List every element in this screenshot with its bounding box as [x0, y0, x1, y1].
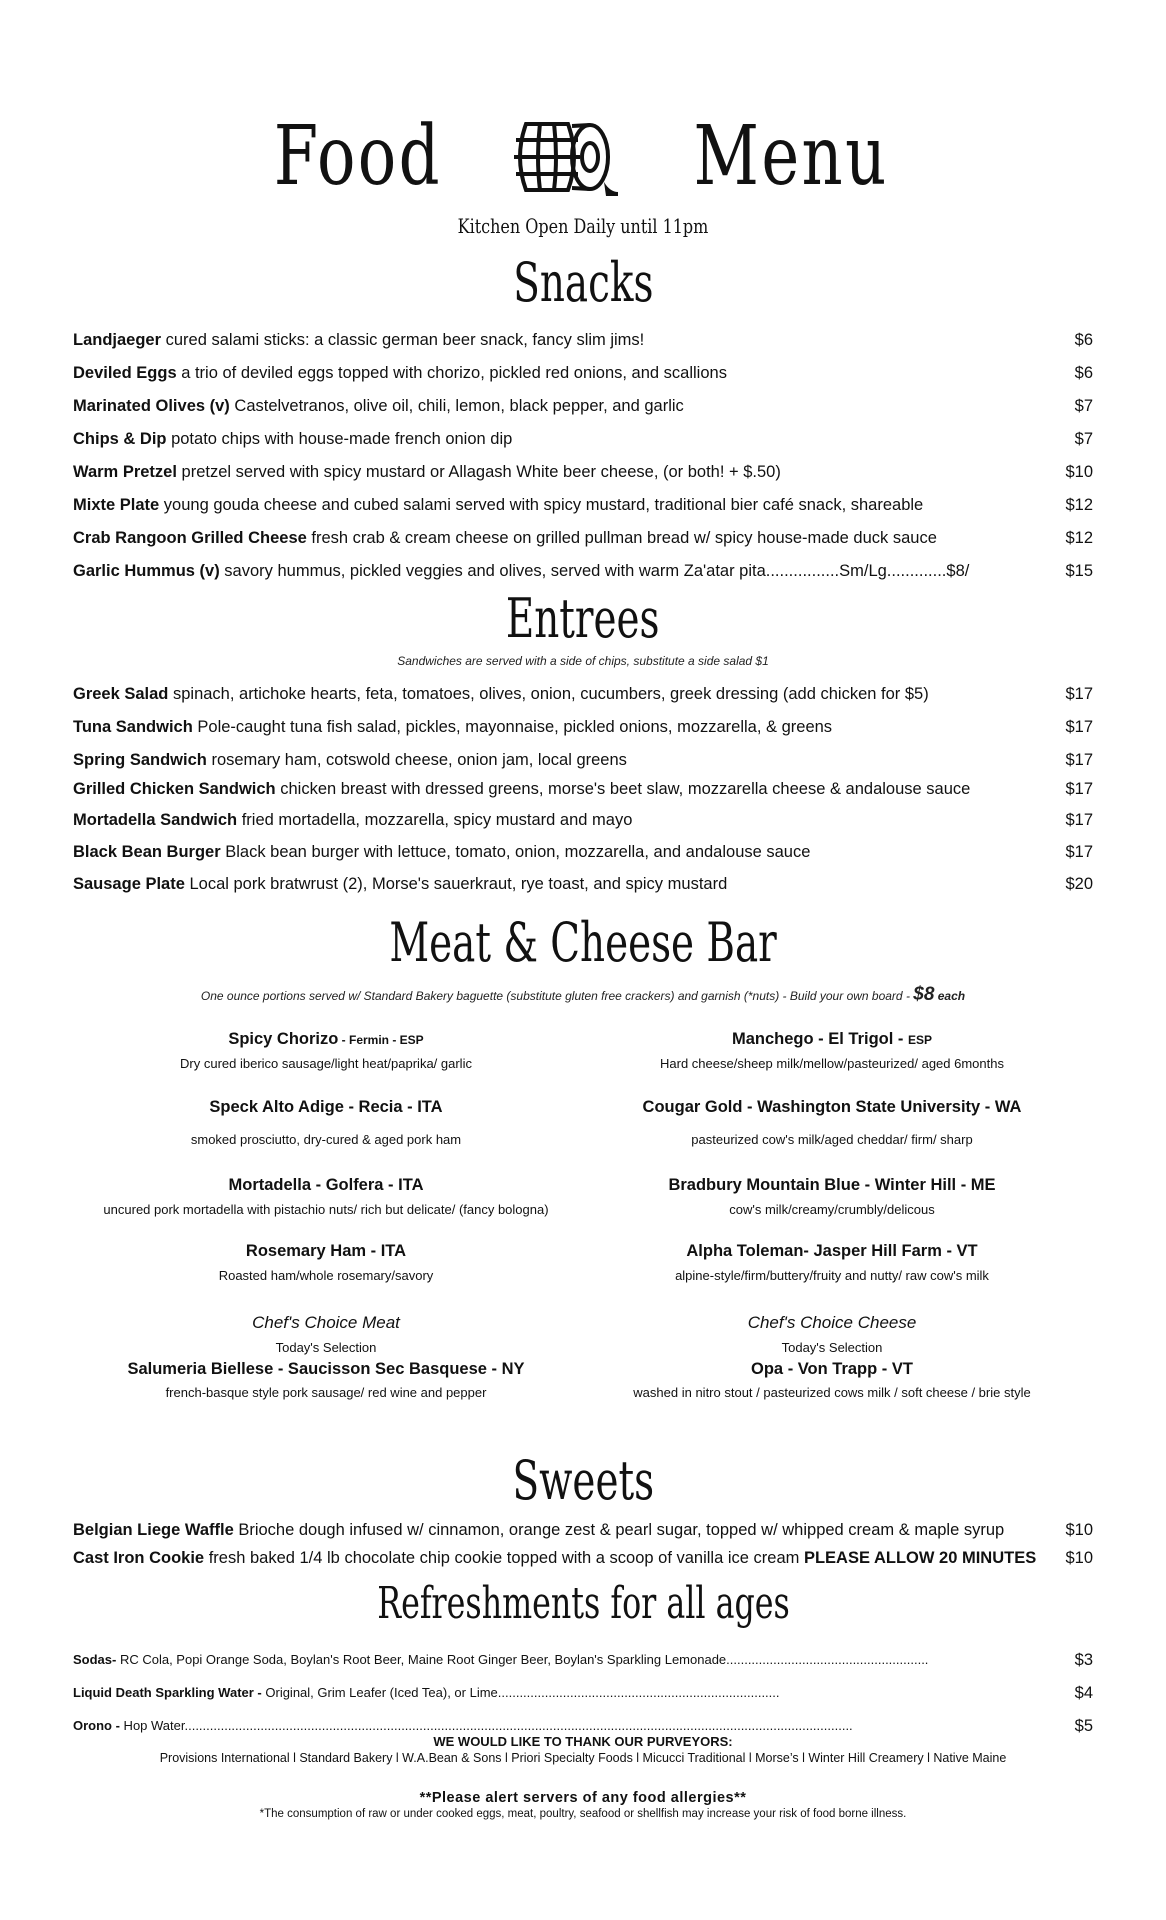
cheese-item [572, 1028, 1092, 1073]
entrees-note: Sandwiches are served with a side of chips, substitute a side salad $1 [397, 654, 769, 668]
snacks-item-name: Chips & Dip [73, 430, 167, 448]
sweets-title: Sweets [512, 1449, 654, 1512]
snacks-item-price: $15 [1065, 562, 1093, 580]
entrees-title: Entrees [506, 587, 660, 650]
cheese-item [572, 1174, 1092, 1219]
snacks-item [73, 427, 1093, 451]
meats-name [66, 1096, 586, 1119]
sweets-item [73, 1518, 1093, 1542]
purveyors-heading: WE WOULD LIKE TO THANK OUR PURVEYORS: [433, 1734, 733, 1749]
entrees-item-price: $20 [1065, 875, 1093, 893]
meats-desc: Roasted ham/whole rosemary/savory [218, 1268, 434, 1283]
title-food: Food [273, 109, 443, 204]
chef-choice-meat-label: Chef's Choice Meat [252, 1313, 400, 1332]
title-menu: Menu [693, 109, 889, 204]
refreshments-item-price: $5 [1074, 1717, 1093, 1735]
barrel-icon [506, 112, 626, 202]
snacks-item-name: Deviled Eggs [73, 364, 177, 382]
cheeses-desc: Hard cheese/sheep milk/mellow/pasteurized/ aged 6months [660, 1056, 1004, 1071]
meats-desc: uncured pork mortadella with pistachio nuts/ rich but delicate/ (fancy bologna) [103, 1202, 549, 1217]
menu-header [0, 109, 1166, 204]
entrees-item-desc: Black bean burger with lettuce, tomato, onion, mozzarella, and andalouse sauce [220, 843, 811, 861]
snacks-item [73, 328, 1093, 352]
chef-choice-cheese-desc: washed in nitro stout / pasteurized cows milk / soft cheese / brie style [633, 1385, 1031, 1400]
cheeses-name [572, 1028, 1092, 1051]
entrees-item [73, 840, 1093, 864]
refreshments-item [73, 1648, 1093, 1672]
chef-choice-meat [66, 1312, 586, 1402]
entrees-item [73, 808, 1093, 832]
snacks-item-desc: a trio of deviled eggs topped with chorizo, pickled red onions, and scallions [176, 364, 727, 382]
entrees-item [73, 682, 1093, 706]
cheese-item [572, 1096, 1092, 1149]
meats-name-text: Rosemary Ham - ITA [245, 1242, 407, 1260]
entrees-item-name: Tuna Sandwich [73, 718, 193, 736]
meat-item [66, 1240, 586, 1285]
entrees-item [73, 748, 1093, 772]
meats-name-text: Spicy Chorizo [228, 1030, 339, 1048]
cheeses-name-text: Cougar Gold - Washington State University - WA [642, 1098, 1022, 1116]
snacks-item [73, 361, 1093, 385]
entrees-item-price: $17 [1065, 685, 1093, 703]
cheeses-name-text: Manchego - El Trigol - [731, 1030, 908, 1048]
sweets-item-price: $10 [1065, 1549, 1093, 1567]
cheeses-name [572, 1174, 1092, 1197]
purveyors-list: Provisions International l Standard Bakery l W.A.Bean & Sons l Priori Specialty Foods l Micucci Traditional l Morse’s l Winter Hill Creamery l Native Maine [159, 1751, 1007, 1765]
snacks-item-desc: young gouda cheese and cubed salami served with spicy mustard, traditional bier café snack, shareable [159, 496, 924, 514]
cheeses-name-text: Alpha Toleman- Jasper Hill Farm - VT [686, 1242, 978, 1260]
snacks-item-price: $12 [1065, 529, 1093, 547]
snacks-item [73, 526, 1093, 550]
chef-choice-cheese [572, 1312, 1092, 1402]
snacks-item [73, 394, 1093, 418]
snacks-item-desc: Castelvetranos, olive oil, chili, lemon, black pepper, and garlic [229, 397, 684, 415]
meats-desc: Dry cured iberico sausage/light heat/paprika/ garlic [180, 1056, 472, 1071]
refreshments-item-name: Liquid Death Sparkling Water - [73, 1685, 262, 1700]
chef-choice-meat-desc: french-basque style pork sausage/ red wine and pepper [165, 1385, 487, 1400]
entrees-item-name: Sausage Plate [73, 875, 185, 893]
entrees-item [73, 715, 1093, 739]
entrees-item-desc: Pole-caught tuna fish salad, pickles, mayonnaise, pickled onions, mozzarella, & greens [192, 718, 833, 736]
entrees-item-desc: chicken breast with dressed greens, morse's beet slaw, mozzarella cheese & andalouse sauce [275, 780, 971, 798]
snacks-item-desc: cured salami sticks: a classic german beer snack, fancy slim jims! [161, 331, 645, 349]
kitchen-hours: Kitchen Open Daily until 11pm [457, 214, 709, 238]
entrees-item-desc: rosemary ham, cotswold cheese, onion jam, local greens [206, 751, 627, 769]
allergy-alert: **Please alert servers of any food allergies** [419, 1790, 747, 1806]
entrees-item-name: Grilled Chicken Sandwich [73, 780, 276, 798]
meats-name-text: Mortadella - Golfera - ITA [228, 1176, 424, 1194]
snacks-item-name: Mixte Plate [73, 496, 160, 514]
entrees-item-price: $17 [1065, 780, 1093, 798]
snacks-item [73, 493, 1093, 517]
sweets-item-desc: Brioche dough infused w/ cinnamon, orange zest & pearl sugar, topped w/ whipped cream & maple syrup [233, 1521, 1005, 1539]
snacks-item-price: $12 [1065, 496, 1093, 514]
snacks-item-desc: potato chips with house-made french onion dip [166, 430, 513, 448]
chef-choice-cheese-name: Opa - Von Trapp - VT [751, 1360, 913, 1378]
meat-cheese-title: Meat & Cheese Bar [389, 911, 777, 974]
entrees-item-name: Black Bean Burger [73, 843, 221, 861]
cheeses-name [572, 1096, 1092, 1119]
snacks-item [73, 460, 1093, 484]
cheeses-origin: ESP [908, 1033, 933, 1047]
meat-item [66, 1028, 586, 1073]
cheeses-desc: cow's milk/creamy/crumbly/delicous [729, 1202, 935, 1217]
refreshments-item-price: $4 [1074, 1684, 1093, 1702]
refreshments-item-price: $3 [1074, 1651, 1093, 1669]
snacks-item-price: $6 [1074, 364, 1093, 382]
meats-name [66, 1174, 586, 1197]
snacks-title: Snacks [512, 251, 654, 314]
sweets-item-note: PLEASE ALLOW 20 MINUTES [803, 1549, 1037, 1567]
meats-name-text: Speck Alto Adige - Recia - ITA [209, 1098, 443, 1116]
meat-item [66, 1096, 586, 1149]
snacks-item-price: $10 [1065, 463, 1093, 481]
entrees-item-price: $17 [1065, 811, 1093, 829]
snacks-item-name: Garlic Hummus (v) [73, 562, 220, 580]
sweets-item-name: Belgian Liege Waffle [73, 1521, 234, 1539]
snacks-item-price: $7 [1074, 397, 1093, 415]
chef-choice-meat-selection: Today's Selection [275, 1340, 377, 1355]
entrees-item-price: $17 [1065, 718, 1093, 736]
meats-origin: - Fermin - ESP [338, 1033, 424, 1047]
sweets-item-price: $10 [1065, 1521, 1093, 1539]
board-price: $8 [913, 984, 935, 1005]
cheeses-name-text: Bradbury Mountain Blue - Winter Hill - ME [668, 1176, 996, 1194]
entrees-item-price: $17 [1065, 843, 1093, 861]
chef-choice-cheese-selection: Today's Selection [781, 1340, 883, 1355]
cheeses-desc: pasteurized cow's milk/aged cheddar/ firm/ sharp [691, 1132, 973, 1147]
refreshments-item-desc: Original, Grim Leafer (Iced Tea), or Lime.............................................................................. [261, 1685, 780, 1700]
meats-desc: smoked prosciutto, dry-cured & aged pork ham [190, 1132, 462, 1147]
snacks-item-name: Warm Pretzel [73, 463, 177, 481]
snacks-item-desc: fresh crab & cream cheese on grilled pullman bread w/ spicy house-made duck sauce [306, 529, 937, 547]
snacks-item-name: Marinated Olives (v) [73, 397, 230, 415]
refreshments-item [73, 1681, 1093, 1705]
snacks-item-desc: pretzel served with spicy mustard or Allagash White beer cheese, (or both! + $.50) [176, 463, 781, 481]
entrees-item-name: Greek Salad [73, 685, 169, 703]
meat-cheese-note: One ounce portions served w/ Standard Bakery baguette (substitute gluten free crackers) and garnish (*nuts) - Build your own board - $8 each [200, 984, 966, 1005]
snacks-item-name: Landjaeger [73, 331, 162, 349]
cheeses-desc: alpine-style/firm/buttery/fruity and nutty/ raw cow's milk [675, 1268, 989, 1283]
entrees-item [73, 872, 1093, 896]
cheeses-name [572, 1240, 1092, 1263]
snacks-item-desc: savory hummus, pickled veggies and olives, served with warm Za'atar pita................Sm/Lg.............$8/ [219, 562, 970, 580]
chef-choice-cheese-label: Chef's Choice Cheese [747, 1313, 917, 1332]
food-disclaimer: *The consumption of raw or under cooked eggs, meat, poultry, seafood or shellfish may increase your risk of food borne illness. [259, 1808, 907, 1820]
sweets-item [73, 1546, 1093, 1570]
snacks-item-name: Crab Rangoon Grilled Cheese [73, 529, 307, 547]
meat-item [66, 1174, 586, 1219]
entrees-item-name: Mortadella Sandwich [73, 811, 238, 829]
refreshments-title: Refreshments for all ages [376, 1578, 790, 1629]
snacks-item-price: $7 [1074, 430, 1093, 448]
sweets-item-desc: fresh baked 1/4 lb chocolate chip cookie topped with a scoop of vanilla ice cream [204, 1549, 804, 1567]
sweets-item-name: Cast Iron Cookie [73, 1549, 205, 1567]
chef-choice-meat-name: Salumeria Biellese - Saucisson Sec Basquese - NY [127, 1360, 525, 1378]
purveyors-section [0, 1734, 1166, 1765]
refreshments-item-name: Orono - [73, 1718, 120, 1733]
allergy-section [0, 1790, 1166, 1820]
snacks-item [73, 559, 1093, 583]
entrees-item-name: Spring Sandwich [73, 751, 207, 769]
meats-name [66, 1240, 586, 1263]
refreshments-item-name: Sodas- [73, 1652, 117, 1667]
meats-name [66, 1028, 586, 1051]
entrees-item-desc: spinach, artichoke hearts, feta, tomatoes, olives, onion, cucumbers, greek dressing (add chicken for $5) [168, 685, 929, 703]
entrees-item-price: $17 [1065, 751, 1093, 769]
cheese-item [572, 1240, 1092, 1285]
refreshments-item-desc: Hop Water......................................................................................................................................................................................... [119, 1718, 853, 1733]
refreshments-item-desc: RC Cola, Popi Orange Soda, Boylan's Root Beer, Maine Root Ginger Beer, Boylan's Sparkling Lemonade........................................................ [116, 1652, 929, 1667]
snacks-item-price: $6 [1074, 331, 1093, 349]
entrees-item-desc: fried mortadella, mozzarella, spicy mustard and mayo [237, 811, 633, 829]
entrees-item [73, 777, 1093, 801]
entrees-item-desc: Local pork bratwrust (2), Morse's sauerkraut, rye toast, and spicy mustard [184, 875, 728, 893]
